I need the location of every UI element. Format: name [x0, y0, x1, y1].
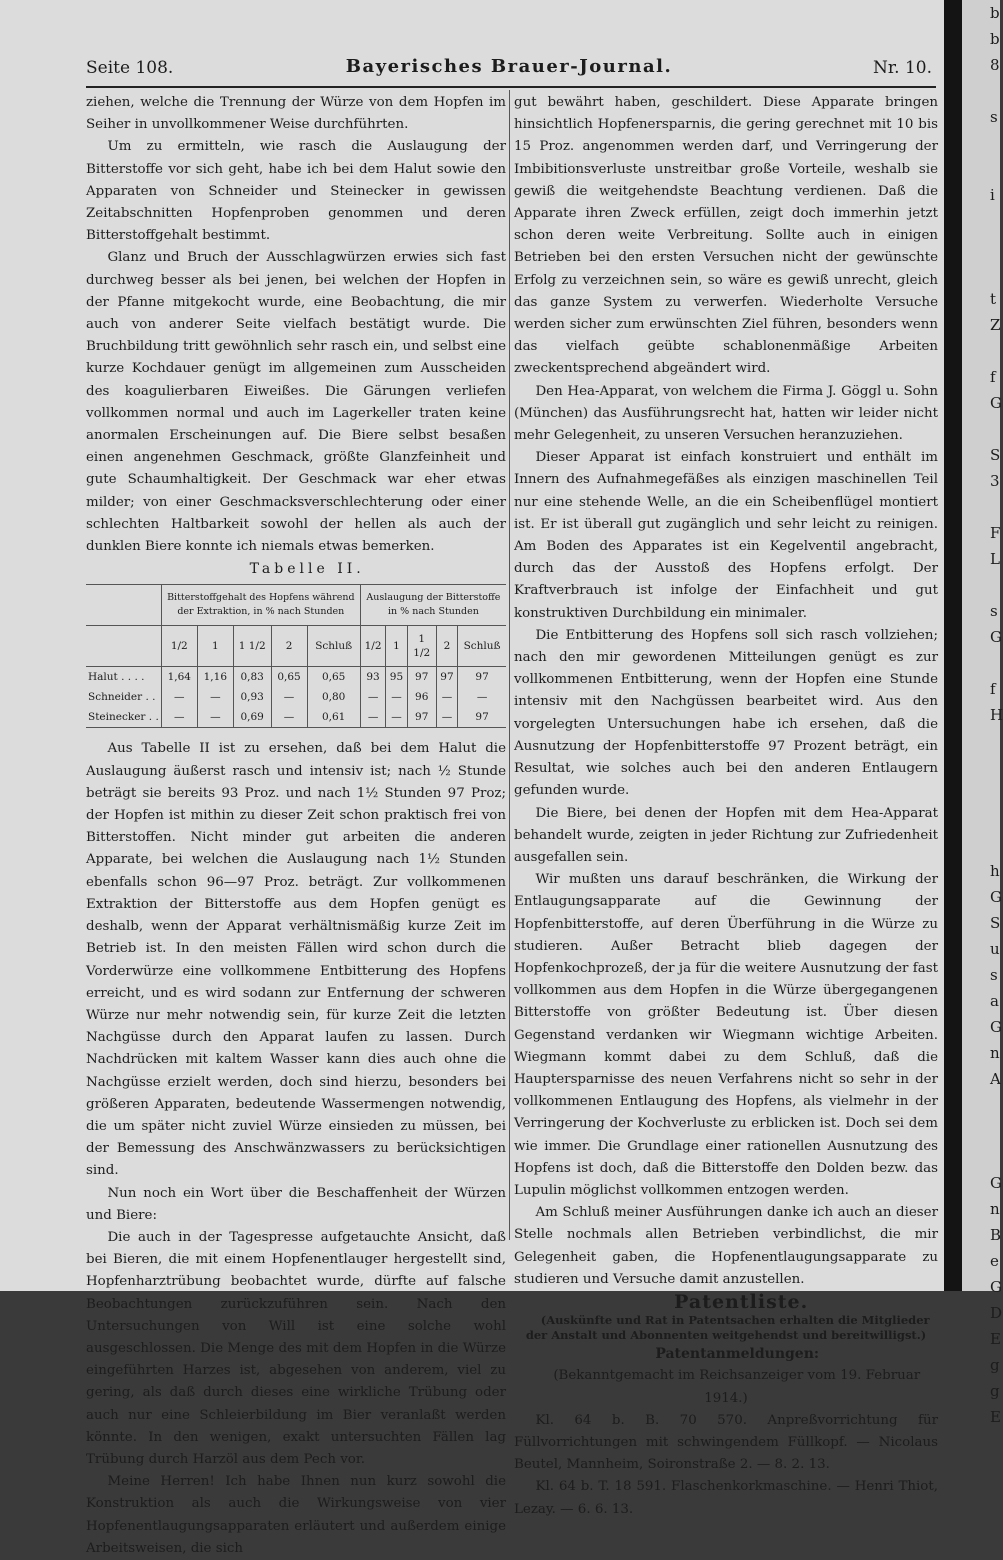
adjacent-page-fragment: F	[990, 524, 1001, 542]
table-cell: 1,64	[161, 667, 197, 688]
table-row-label: Steinecker . .	[86, 707, 161, 728]
adjacent-page-fragment: u	[990, 940, 1000, 958]
table-cell: 97	[407, 667, 436, 688]
adjacent-page-fragment: s	[990, 602, 998, 620]
adjacent-page-fragment: 8	[990, 56, 1000, 74]
adjacent-page-fragment: S	[990, 914, 1001, 932]
adjacent-page-fragment	[962, 806, 1000, 832]
adjacent-page-fragment	[962, 780, 1000, 806]
adjacent-page-fragment	[962, 130, 1000, 156]
table-cell: 97	[458, 667, 506, 688]
adjacent-page-fragment: g	[990, 1356, 1000, 1374]
table-cell: —	[386, 687, 407, 707]
adjacent-page-fragment	[962, 754, 1000, 780]
adjacent-page-fragment: g	[990, 1382, 1000, 1400]
adjacent-page-fragment: Z	[990, 316, 1001, 334]
adjacent-page-fragment: E	[990, 1408, 1001, 1426]
adjacent-page-fragment	[962, 260, 1000, 286]
table-row	[86, 687, 506, 707]
table-subheader: Schluß	[307, 626, 360, 667]
table-row-label: Halut . . . .	[88, 671, 145, 684]
adjacent-page-fragment	[962, 156, 1000, 182]
adjacent-page-fragment: G	[990, 1278, 1002, 1296]
paragraph: gut bewährt haben, geschildert. Diese Apparate bringen hinsichtlich Hopfenersparnis, die gering gerechnet mit 10 bis 15 Proz. angenommen werden darf, und Verringerung der Imbibitionsverluste unstreitbar große Vorteile, weshalb sie gewiß die weitgehendste Beachtung verdienen. Daß die Apparate ihren Zweck erfüllen, zeigt doch immerhin jetzt schon deren weite Verbreitung. Sollte auch in einigen Betrieben bei den ersten Versuchen nicht der gewünschte Erfolg zu verzeichnen sein, so wäre es gewiß unrecht, gleich das ganze System zu verwerfen. Wiederholte Versuche werden sicher zum erwünschten Ziel führen, besonders wenn das vielfach geübte schablonenmäßige Arbeiten zweckentsprechend abgeändert wird.	[514, 95, 938, 377]
adjacent-page-fragment: G	[990, 394, 1002, 412]
table-cell: 0,93	[233, 687, 271, 707]
header-rule	[86, 86, 936, 88]
paragraph: Den Hea-Apparat, von welchem die Firma J. Göggl u. Sohn (München) das Ausführungsrecht hat, hatten wir leider nicht mehr Gelegenheit, zu unseren Versuchen heranzuziehen.	[514, 383, 938, 444]
table-cell: 93	[360, 667, 385, 688]
adjacent-page-fragment: H	[990, 706, 1003, 724]
adjacent-page-fragment: s	[990, 108, 998, 126]
adjacent-page-fragment	[962, 1118, 1000, 1144]
patent-list-title: Patentliste.	[674, 1290, 809, 1313]
table-cell: —	[360, 707, 385, 728]
adjacent-page-fragment	[962, 234, 1000, 260]
table-subheader: 1 1/2	[233, 626, 271, 667]
adjacent-page-edge	[962, 0, 1003, 1426]
table-cell: —	[360, 687, 385, 707]
adjacent-page-fragment	[962, 78, 1000, 104]
table-cell: —	[161, 687, 197, 707]
table-cell: 97	[458, 707, 506, 728]
column-divider	[509, 90, 510, 1240]
table-cell: 97	[407, 707, 436, 728]
table-subheader: 2	[271, 626, 307, 667]
adjacent-page-fragment	[962, 728, 1000, 754]
table-row-label: Schneider . .	[88, 691, 156, 704]
table-cell: —	[386, 707, 407, 728]
paragraph: Aus Tabelle II ist zu ersehen, daß bei dem Halut die Auslaugung äußerst rasch und intensiv ist; nach ½ Stunde beträgt sie bereits 93 Proz. und nach 1½ Stunden 97 Proz; der Hopfen ist mithin zu dieser Zeit schon praktisch frei von Bitterstoffen. Nicht minder gut arbeiten die anderen Apparate, bei welchen die Auslaugung nach 1½ Stunden ebenfalls schon 96—97 Proz. beträgt. Zur vollkommenen Extraktion der Bitterstoffe aus dem Hopfen genügt es deshalb, wenn der Apparat verhältnismäßig kurze Zeit im Betrieb ist. In den meisten Fällen wird schon durch die Vorderwürze eine vollkommene Entbitterung des Hopfens erreicht, und es wird sodann zur Entfernung der schweren Würze nur mehr notwendig sein, für kurze Zeit die letzten Nachgüsse durch den Apparat laufen zu lassen. Durch Nachdrücken mit kaltem Wasser kann dies auch ohne die Nachgüsse erzielt werden, doch sind hierzu, besonders bei größeren Apparaten, bedeutende Wassermengen notwendig, die um später nicht zuviel Würze einsieden zu müssen, bei der Bemessung des Anschwänzwassers zu berücksichtigen sind.	[86, 741, 506, 1179]
table-row	[86, 667, 506, 688]
adjacent-page-fragment: n	[990, 1044, 1000, 1062]
left-column	[86, 92, 506, 1560]
adjacent-page-fragment: b	[990, 4, 1000, 22]
patent-entry: Kl. 64 b. T. 18 591. Flaschenkorkmaschine. — Henri Thiot, Lezay. — 6. 6. 13.	[514, 1479, 938, 1517]
table-subheader: 1	[197, 626, 233, 667]
table-cell: —	[436, 687, 457, 707]
table-subheader: 1	[386, 626, 407, 667]
table-cell: —	[271, 707, 307, 728]
table-cell: —	[458, 687, 506, 707]
table-subheader: 2	[436, 626, 457, 667]
adjacent-page-fragment: a	[990, 992, 999, 1010]
adjacent-page-fragment: i	[990, 186, 995, 204]
book-gutter	[944, 0, 962, 1291]
adjacent-page-fragment	[962, 208, 1000, 234]
adjacent-page-fragment: s	[990, 966, 998, 984]
paragraph: Die Biere, bei denen der Hopfen mit dem Hea-Apparat behandelt wurde, zeigten in jeder Richtung zur Zufriedenheit ausgefallen sein.	[514, 805, 938, 865]
table-cell: 97	[436, 667, 457, 688]
right-column	[514, 92, 938, 1521]
adjacent-page-fragment	[962, 650, 1000, 676]
table-cell: 0,80	[307, 687, 360, 707]
paragraph: Meine Herren! Ich habe Ihnen nun kurz sowohl die Konstruktion als auch die Wirkungsweise von vier Hopfenentlaugungsapparaten erläutert und außerdem einige Arbeitsweisen, die sich	[86, 1474, 506, 1556]
paragraph: Dieser Apparat ist einfach konstruiert und enthält im Innern des Aufnahmegefäßes als einzigen maschinellen Teil nur eine stehende Welle, an die ein Scheibenflügel montiert ist. Er ist überall gut zugänglich und sehr leicht zu reinigen. Am Boden des Apparates ist ein Kegelventil angebracht, durch das der Ausstoß des Hopfens erfolgt. Der Kraftverbrauch ist infolge der Einfachheit und gut konstruktiven Durchbildung ein minimaler.	[514, 450, 938, 621]
journal-title: Bayerisches Brauer-Journal.	[345, 56, 673, 77]
page-number: Seite 108.	[86, 58, 174, 78]
adjacent-page-fragment: D	[990, 1304, 1003, 1322]
adjacent-page-fragment: f	[990, 680, 996, 698]
adjacent-page-fragment	[962, 494, 1000, 520]
table-cell: 0,65	[271, 667, 307, 688]
paragraph: Am Schluß meiner Ausführungen danke ich auch an dieser Stelle nochmals allen Betrieben verbindlichst, die mir Gelegenheit gaben, die Hopfenentlaugungsapparate zu studieren und Versuche damit anzustellen.	[514, 1205, 938, 1287]
table-cell: —	[436, 707, 457, 728]
adjacent-page-fragment: 3	[990, 472, 1000, 490]
adjacent-page-fragment: t	[990, 290, 997, 308]
adjacent-page-fragment: b	[990, 30, 1000, 48]
table-cell: —	[197, 687, 233, 707]
table-subheader: Schluß	[458, 626, 506, 667]
table-subheader: 1/2	[161, 626, 197, 667]
table-cell: —	[271, 687, 307, 707]
table-cell: 0,61	[307, 707, 360, 728]
table-group-header: Auslaugung der Bitterstoffe in % nach Stunden	[360, 585, 506, 626]
table-cell: 95	[386, 667, 407, 688]
issue-number: Nr. 10.	[873, 58, 932, 78]
patent-entry: Kl. 64 b. B. 70 570. Anpreßvorrichtung für Füllvorrichtungen mit schwingendem Füllkopf. — Nicolaus Beutel, Mannheim, Soironstraße 2. — 8. 2. 13.	[514, 1412, 938, 1473]
adjacent-page-fragment: B	[990, 1226, 1002, 1244]
adjacent-page-fragment	[962, 338, 1000, 364]
paragraph: Wir mußten uns darauf beschränken, die Wirkung der Entlaugungsapparate auf die Gewinnung der Hopfenbitterstoffe, auf deren Überführung in die Würze zu studieren. Außer Betracht blieb dagegen der Hopfenkochprozeß, der ja für die weitere Ausnutzung der fast vollkommen aus dem Hopfen in die Würze übergegangenen Bitterstoffe von größter Bedeutung ist. Über diesen Gegenstand verdanken wir Wiegmann wichtige Arbeiten. Wiegmann kommt dabei zu dem Schluß, daß die Hauptersparnisse des neuen Verfahrens nicht so sehr in der vollkommenen Entlaugung des Hopfens, als vielmehr in der Verringerung der Kochverluste zu erblicken ist. Doch sei dem wie immer. Die Grundlage einer rationellen Ausnutzung des Hopfens ist doch, daß die Bitterstoffe den Dolden bezw. das Lupulin möglichst vollkommen entzogen werden.	[514, 872, 938, 1198]
table-row	[86, 707, 506, 728]
patent-list-note: (Auskünfte und Rat in Patentsachen erhalten die Mitglieder der Anstalt und Abonnenten weitgehendst und bereitwilligst.)	[525, 1313, 930, 1343]
adjacent-page-fragment: G	[990, 1174, 1002, 1192]
patent-applications-heading: Patentanmeldungen:	[655, 1346, 820, 1363]
data-table	[86, 584, 506, 728]
adjacent-page-fragment: S	[990, 446, 1001, 464]
paragraph: Nun noch ein Wort über die Beschaffenheit der Würzen und Biere:	[86, 1185, 506, 1223]
paragraph: ziehen, welche die Trennung der Würze von dem Hopfen im Seiher in unvollkommener Weise durchführten.	[86, 95, 506, 133]
table-cell: 96	[407, 687, 436, 707]
adjacent-page-fragment	[962, 1144, 1000, 1170]
paragraph: Um zu ermitteln, wie rasch die Auslaugung der Bitterstoffe vor sich geht, habe ich bei dem Halut sowie den Apparaten von Schneider und Steinecker in gewissen Zeitabschnitten Hopfenproben genommen und deren Bitterstoffgehalt bestimmt.	[86, 139, 506, 244]
adjacent-page-fragment: E	[990, 1330, 1001, 1348]
table-cell: —	[197, 707, 233, 728]
paragraph: Glanz und Bruch der Ausschlagwürzen erwies sich fast durchweg besser als bei jenen, bei welchen der Hopfen in der Pfanne mitgekocht wurde, eine Beobachtung, die mir auch von anderer Seite vielfach bestätigt wurde. Die Bruchbildung tritt gewöhnlich sehr rasch ein, und selbst eine kurze Kochdauer genügt im allgemeinen zum Ausscheiden des koagulierbaren Eiweißes. Die Gärungen verliefen vollkommen normal und auch im Lagerkeller traten keine anormalen Erscheinungen auf. Die Biere selbst besaßen einen angenehmen Geschmack, größte Glanzfeinheit und gute Schaumhaltigkeit. Der Geschmack war eher etwas milder; von einer Geschmacksverschlechterung oder einer schlechten Haltbarkeit sowohl der hellen als auch der dunklen Biere konnte ich niemals etwas bemerken.	[86, 250, 506, 555]
adjacent-page-fragment: G	[990, 888, 1002, 906]
adjacent-page-fragment: G	[990, 1018, 1002, 1036]
table-cell: 0,65	[307, 667, 360, 688]
table-group-header: Bitterstoffgehalt des Hopfens während der Extraktion, in % nach Stunden	[161, 585, 360, 626]
patent-publication-note: (Bekanntgemacht im Reichsanzeiger vom 19. Februar 1914.)	[553, 1368, 921, 1406]
adjacent-page-fragment	[962, 832, 1000, 858]
adjacent-page-fragment: G	[990, 628, 1002, 646]
adjacent-page-fragment: e	[990, 1252, 999, 1270]
adjacent-page-fragment	[962, 1092, 1000, 1118]
adjacent-page-fragment: f	[990, 368, 996, 386]
adjacent-page-fragment	[962, 572, 1000, 598]
table-title: Tabelle II.	[249, 561, 365, 578]
adjacent-page-fragment: A	[990, 1070, 1001, 1088]
adjacent-page-fragment: n	[990, 1200, 1000, 1218]
adjacent-page-fragment	[962, 416, 1000, 442]
adjacent-page-fragment: h	[990, 862, 1000, 880]
table-cell: —	[161, 707, 197, 728]
paragraph: Die auch in der Tagespresse aufgetauchte Ansicht, daß bei Bieren, die mit einem Hopfenentlauger hergestellt sind, Hopfenharztrübung beobachtet wurde, dürfte auf falsche Beobachtungen zurückzuführen sein. Nach den Untersuchungen von Will ist eine solche wohl ausgeschlossen. Die Menge des mit dem Hopfen in die Würze eingeführten Harzes ist, abgesehen von anderem, viel zu gering, als daß durch dieses eine wirkliche Trübung oder auch nur eine Schleierbildung im Bier veranlaßt werden könnte. In den wenigen, exakt untersuchten Fällen lag Trübung durch Harzöl aus dem Pech vor.	[86, 1229, 506, 1467]
table-cell: 0,69	[233, 707, 271, 728]
page-header	[86, 56, 932, 86]
paragraph: Die Entbitterung des Hopfens soll sich rasch vollziehen; nach den mir gewordenen Mitteilungen genügt es zur vollkommenen Entbitterung, wenn der Hopfen eine Stunde intensiv mit den Nachgüssen bearbeitet wird. Aus den vorgelegten Untersuchungen habe ich ersehen, daß die Ausnutzung der Hopfenbitterstoffe 97 Prozent beträgt, ein Resultat, wie solches auch bei den anderen Entlaugern gefunden wurde.	[514, 627, 938, 799]
table-cell: 1,16	[197, 667, 233, 688]
table-cell: 0,83	[233, 667, 271, 688]
table-subheader: 1/2	[360, 626, 385, 667]
adjacent-page-fragment: L	[990, 550, 1000, 568]
table-subheader: 1 1/2	[407, 626, 436, 667]
